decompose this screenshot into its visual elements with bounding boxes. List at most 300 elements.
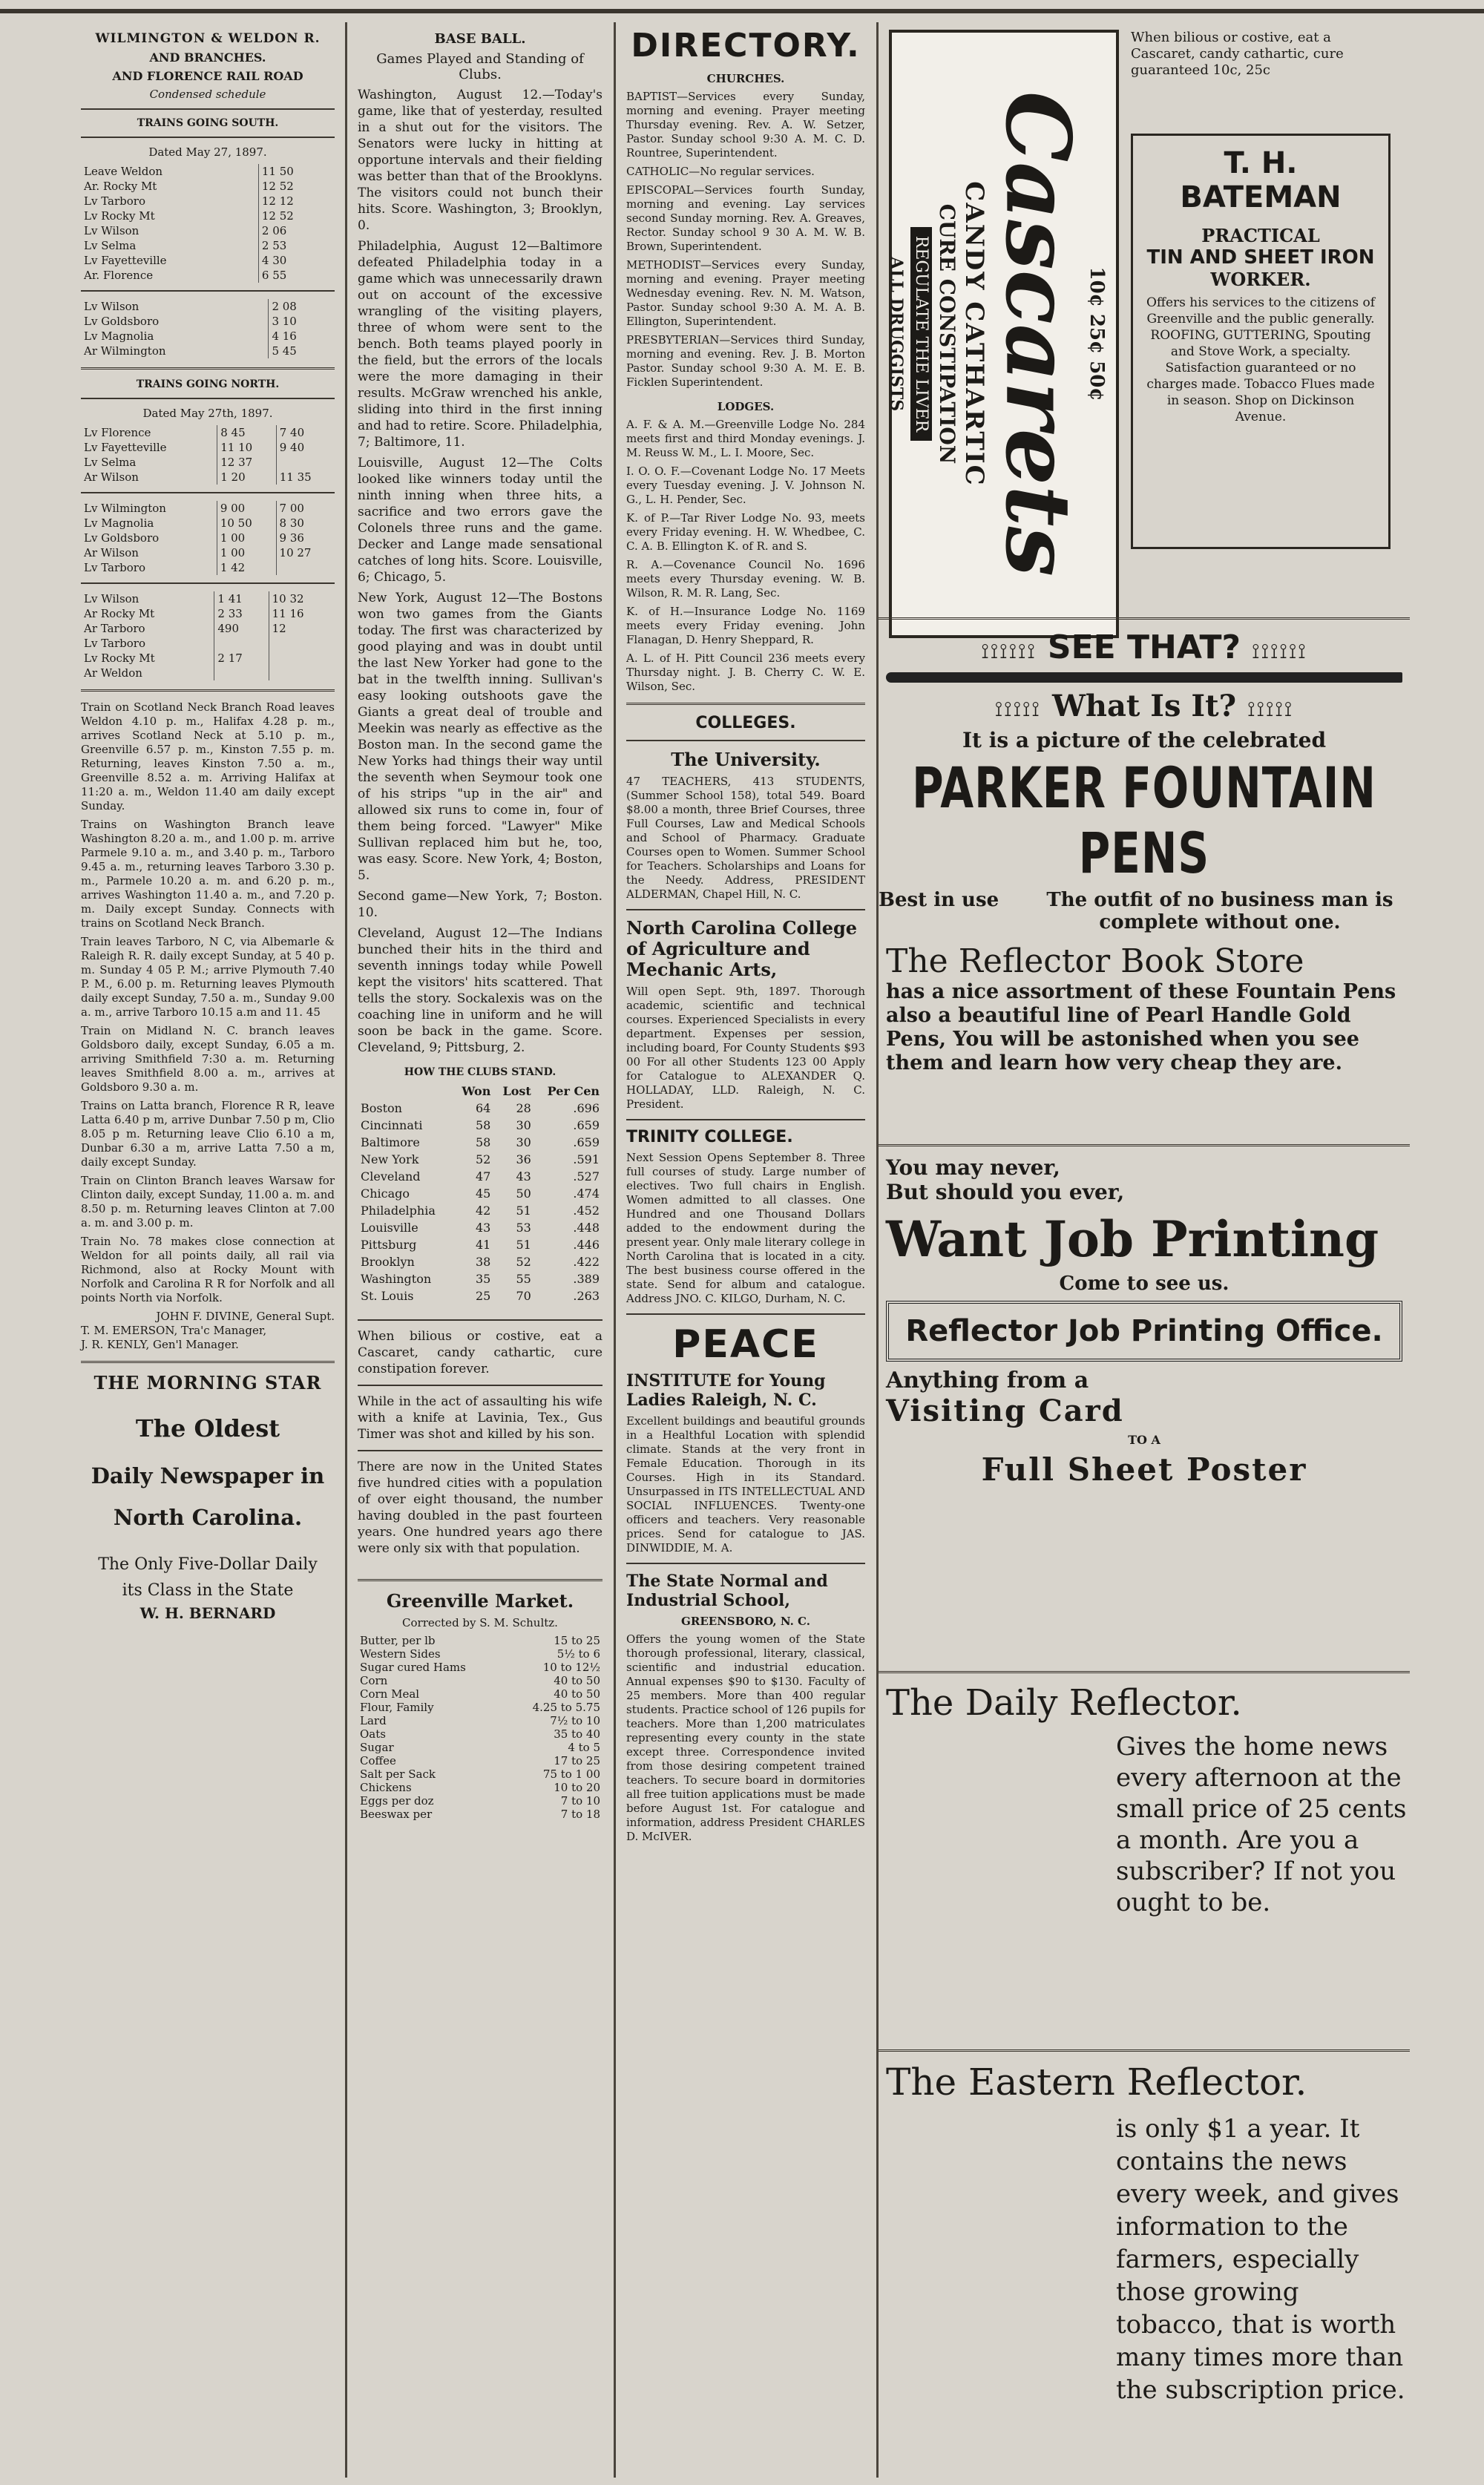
standing-row-cell: 70 bbox=[516, 1289, 531, 1303]
south-row-cell: Lv Magnolia bbox=[84, 329, 154, 343]
south-row-cell: Lv Rocky Mt bbox=[84, 209, 155, 223]
market-row bbox=[358, 1674, 603, 1687]
standing-row-cell: .389 bbox=[573, 1272, 600, 1286]
ads-column bbox=[879, 22, 1410, 2478]
north-row-cell: Lv Magnolia bbox=[84, 516, 154, 530]
cities-note: There are now in the United States five hundred cities with a population of over eight thousand, the number having doubled in the past fourteen years. One hundred years ago there were only six with that population. bbox=[358, 1460, 603, 1556]
north-row-cell: 10 27 bbox=[276, 545, 335, 560]
north-row-cell: 1 20 bbox=[217, 470, 277, 485]
north-row-cell: Ar Wilson bbox=[84, 546, 139, 559]
north-row-cell: 9 00 bbox=[217, 501, 276, 516]
market-row bbox=[358, 1714, 603, 1727]
best-in-use: Best in use bbox=[879, 889, 999, 911]
bateman-trade2: TIN AND SHEET IRON bbox=[1146, 246, 1375, 269]
north-row-cell: 1 42 bbox=[217, 560, 276, 575]
south-row-cell: 2 06 bbox=[258, 223, 335, 238]
normal-place: GREENSBORO, N. C. bbox=[681, 1615, 810, 1628]
university-text: 47 TEACHERS, 413 STUDENTS, (Summer School 158), total 549. Board $8.00 a month, three Brief Courses, three Full Courses, Law and Medical Schools and School of Pharmacy. Graduate Courses open to Women. Summer School for Teachers. Scholarships and Loans for the Needy. Address, PRESIDENT ALDERMAN, Chapel Hill, N. C. bbox=[626, 775, 865, 901]
lodge-entry: A. F. & A. M.—Greenville Lodge No. 284 meets first and third Monday evenings. J. M. Reuss W. M., L. I. Moore, Sec. bbox=[626, 418, 865, 459]
market-row bbox=[358, 1741, 603, 1754]
north-schedule-table-2 bbox=[81, 501, 335, 575]
south-row bbox=[81, 299, 335, 314]
railroad-note: Train leaves Tarboro, N C, via Albemarle & Raleigh R. R. daily except Sunday, at 5 40 p. m. Sunday 4 05 P. M.; arrive Plymouth 7.40 P. M., 6.00 p. m. Returning leaves Plymouth daily except Sunday, 7.50 a. m., Sunday 9.00 a. m., arrive Tarboro 10.15 a.m and 11. 45 bbox=[81, 935, 335, 1019]
standing-row-cell: 52 bbox=[516, 1255, 531, 1269]
baseball-column bbox=[347, 22, 613, 2478]
fountain-pen-illustration bbox=[886, 672, 1402, 683]
north-row-cell: 10 50 bbox=[217, 516, 276, 531]
daily-reflector-text: Gives the home news every afternoon at the small price of 25 cents a month. Are you a subscriber? If not you ought to be. bbox=[1116, 1732, 1407, 1917]
south-row bbox=[81, 344, 335, 358]
morning-star-title: THE MORNING STAR bbox=[93, 1372, 322, 1393]
job-headline: Want Job Printing bbox=[886, 1210, 1379, 1268]
north-row-cell: Ar Wilson bbox=[84, 470, 139, 484]
standing-row-cell: Chicago bbox=[361, 1186, 410, 1201]
standing-row-cell: Pittsburg bbox=[361, 1238, 417, 1252]
standing-row-cell: 43 bbox=[516, 1169, 531, 1184]
market-row-cell: 15 to 25 bbox=[554, 1634, 600, 1647]
south-row-cell: Lv Selma bbox=[84, 239, 137, 252]
market-row-cell: Coffee bbox=[360, 1754, 396, 1767]
eastern-reflector-text: is only $1 a year. It contains the news every week, and gives information to the farmers, especially those growing tobacco, that is worth many times more than the subscription price. bbox=[1116, 2114, 1405, 2405]
market-row-cell: 75 to 1 00 bbox=[542, 1767, 600, 1781]
come-line: Come to see us. bbox=[1059, 1273, 1229, 1295]
north-row bbox=[81, 560, 335, 575]
south-row-cell: 5 45 bbox=[269, 344, 335, 358]
south-row bbox=[81, 329, 335, 344]
standing-row bbox=[358, 1168, 603, 1185]
standing-row-cell: 52 bbox=[475, 1152, 491, 1166]
cascarets-brand: Cascarets bbox=[985, 91, 1090, 577]
south-header: TRAINS GOING SOUTH. bbox=[137, 117, 279, 129]
cascarets-tagline3: REGULATE THE LIVER bbox=[910, 227, 932, 441]
ornament-left: ⟟⟟⟟⟟⟟ bbox=[994, 697, 1041, 721]
market-row bbox=[358, 1687, 603, 1701]
standing-row-cell: 36 bbox=[516, 1152, 531, 1166]
north-row-cell: Lv Wilmington bbox=[84, 502, 166, 515]
standing-row bbox=[358, 1253, 603, 1270]
north-row-cell bbox=[269, 651, 335, 666]
standing-row-cell: 50 bbox=[516, 1186, 531, 1201]
standing-row-cell: 25 bbox=[475, 1289, 491, 1303]
north-row-cell: 1 00 bbox=[217, 545, 276, 560]
standing-row-cell: 28 bbox=[516, 1101, 531, 1115]
standing-header: Won bbox=[462, 1084, 491, 1098]
baseball-paragraph: Philadelphia, August 12—Baltimore defeated Philadelphia today in a game which was unnecessarily drawn out on account of the excessive wrangling of the visiting players, three of whom were sent to the bench. Both teams played poorly in the field, but the errors of the locals were the more damaging in their results. McGraw wrenched his ankle, sliding into third in the first inning and had to retire. Score. Philadelphia, 7; Baltimore, 11. bbox=[358, 239, 603, 450]
standing-row-cell: Cleveland bbox=[361, 1169, 421, 1184]
south-row-cell: Leave Weldon bbox=[84, 165, 163, 178]
north-schedule-table bbox=[81, 425, 335, 485]
baseball-paragraph: New York, August 12—The Bostons won two games from the Giants today. The first was characterized by good playing and was in doubt until the last New Yorker had gone to the bat in the twelfth inning. Sullivan's easy looking outshoots gave the Giants a great deal of trouble and Meekin was nearly as effective as the Boston man. In the second game the New Yorks had things their way until the seventh when Seymour took one of his strips "up in the air" and allowed six runs to come in, four of them being forced. "Lawyer" Mike Sullivan replaced him but he, too, was easy. Score. New York, 4; Boston, 5. bbox=[358, 591, 603, 883]
standing-row bbox=[358, 1185, 603, 1202]
market-row-cell: Sugar bbox=[360, 1741, 394, 1754]
north-row-cell: Lv Wilson bbox=[84, 592, 139, 605]
market-row-cell: 4 to 5 bbox=[568, 1741, 600, 1754]
south-row-cell: 12 12 bbox=[258, 194, 335, 209]
standing-row-cell: Baltimore bbox=[361, 1135, 420, 1149]
standing-row bbox=[358, 1287, 603, 1304]
standing-row-cell: .446 bbox=[573, 1238, 600, 1252]
market-title: Greenville Market. bbox=[386, 1590, 574, 1612]
railroad-subtitle: Condensed schedule bbox=[149, 88, 266, 101]
standing-row-cell: St. Louis bbox=[361, 1289, 414, 1303]
bateman-text: Offers his services to the citizens of Greenville and the public generally. ROOFING, GUTTERING, Spouting and Stove Work, a specialty. Satisfaction guaranteed or no charges made. Tobacco Flues made in season. Shop on Dickinson Avenue. bbox=[1146, 295, 1376, 424]
standing-row-cell: .263 bbox=[573, 1289, 600, 1303]
standing-header: Lost bbox=[502, 1084, 531, 1098]
north-row bbox=[81, 501, 335, 516]
railroad-notes bbox=[81, 700, 335, 1305]
cascarets-rotated bbox=[887, 45, 1108, 623]
cascarets-tagline1: CANDY CATHARTIC bbox=[959, 181, 989, 487]
bateman-trade3: WORKER. bbox=[1210, 269, 1311, 290]
standing-row-cell: New York bbox=[361, 1152, 419, 1166]
north-row-cell: 8 30 bbox=[276, 516, 335, 531]
north-row bbox=[81, 440, 335, 455]
picture-line: It is a picture of the celebrated bbox=[962, 728, 1327, 752]
market-row-cell: Corn bbox=[360, 1674, 388, 1687]
north-row-cell bbox=[214, 666, 269, 680]
north-row-cell: 8 45 bbox=[217, 425, 277, 440]
standing-header bbox=[358, 1083, 453, 1100]
what-is-it: What Is It? bbox=[1051, 689, 1237, 723]
market-row bbox=[358, 1727, 603, 1741]
south-row bbox=[81, 223, 335, 238]
baseball-title: BASE BALL. bbox=[434, 31, 526, 47]
south-row-cell: 2 53 bbox=[258, 238, 335, 253]
railroad-column bbox=[70, 22, 345, 2478]
north-row-cell: Lv Selma bbox=[84, 456, 137, 469]
railroad-note: Train on Midland N. C. branch leaves Goldsboro daily, except Sunday, 6.05 a m. arriving Smithfield 7:30 a. m. Returning leaves Smithfield 8.00 a. m., arrives at Goldsboro 9.30 a. m. bbox=[81, 1024, 335, 1094]
parker-brand: PARKER FOUNTAIN PENS bbox=[912, 755, 1376, 887]
market-row bbox=[358, 1754, 603, 1767]
north-row-cell: 12 bbox=[269, 621, 335, 636]
standing-row-cell: 58 bbox=[475, 1135, 491, 1149]
signoff-kenly: J. R. KENLY, Gen'l Manager. bbox=[81, 1338, 239, 1351]
signoff-emerson: T. M. EMERSON, Tra'c Manager, bbox=[81, 1324, 267, 1337]
market-row bbox=[358, 1781, 603, 1794]
store-text: has a nice assortment of these Fountain Pens also a beautiful line of Pearl Handle Gold Pens, You will be astonished when you see them and learn how very cheap they are. bbox=[886, 980, 1396, 1074]
north-row-cell: Ar Tarboro bbox=[84, 622, 145, 635]
north-row-cell: 7 00 bbox=[276, 501, 335, 516]
market-row bbox=[358, 1661, 603, 1674]
eastern-reflector-title: The Eastern Reflector. bbox=[886, 2061, 1307, 2104]
standing-row bbox=[358, 1270, 603, 1287]
bateman-name: T. H. BATEMAN bbox=[1180, 146, 1342, 214]
lodges-list bbox=[626, 418, 865, 694]
north-row-cell bbox=[269, 666, 335, 680]
standing-row bbox=[358, 1100, 603, 1117]
market-row bbox=[358, 1767, 603, 1781]
railroad-title-1: WILMINGTON & WELDON R. bbox=[95, 31, 321, 46]
cascarets-seller: ALL DRUGGISTS bbox=[887, 256, 906, 412]
bateman-ad bbox=[1131, 134, 1391, 549]
south-row-cell: Lv Goldsboro bbox=[84, 315, 160, 328]
north-row-cell: 12 37 bbox=[217, 455, 277, 470]
eastern-reflector-ad bbox=[879, 2041, 1410, 2406]
standing-row-cell: 51 bbox=[516, 1238, 531, 1252]
market-row bbox=[358, 1634, 603, 1647]
south-row-cell: 2 08 bbox=[269, 299, 335, 314]
morning-star-line6: W. H. BERNARD bbox=[139, 1604, 276, 1622]
south-row bbox=[81, 238, 335, 253]
standing-row bbox=[358, 1236, 603, 1253]
baseball-paragraph: Cleveland, August 12—The Indians bunched their hits in the third and seventh innings today while Powell kept the visitors' hits scattered. That tells the story. Sockalexis was on the coaching line in uniform and he will soon be back in the game. Score. Cleveland, 9; Pittsburg, 2. bbox=[358, 926, 603, 1055]
lodge-entry: A. L. of H. Pitt Council 236 meets every Thursday night. J. B. Cherry C. W. E. Wilson, Sec. bbox=[626, 651, 865, 693]
churches-title: CHURCHES. bbox=[706, 72, 785, 85]
standing-row bbox=[358, 1219, 603, 1236]
baseball-subtitle: Games Played and Standing of Clubs. bbox=[376, 51, 584, 82]
market-row-cell: 35 to 40 bbox=[554, 1727, 600, 1741]
south-row-cell: Ar. Rocky Mt bbox=[84, 180, 157, 193]
market-row-cell: 10 to 20 bbox=[554, 1781, 600, 1794]
north-header: TRAINS GOING NORTH. bbox=[136, 378, 280, 390]
anything-line: Anything from a bbox=[886, 1368, 1089, 1393]
south-row bbox=[81, 314, 335, 329]
south-schedule-table-2 bbox=[81, 299, 335, 358]
north-row-cell: Lv Rocky Mt bbox=[84, 651, 155, 665]
north-row-cell: Lv Tarboro bbox=[84, 561, 145, 574]
south-row-cell: 3 10 bbox=[269, 314, 335, 329]
peace-subtitle: INSTITUTE for Young Ladies Raleigh, N. C. bbox=[626, 1371, 826, 1410]
north-schedule-table-3 bbox=[81, 591, 335, 680]
standing-row-cell: 53 bbox=[516, 1221, 531, 1235]
daily-reflector-title: The Daily Reflector. bbox=[886, 1682, 1242, 1724]
standing-row-cell: .659 bbox=[573, 1118, 600, 1132]
church-entry: EPISCOPAL—Services fourth Sunday, morning and evening. Lay services second Sunday morning. Rev. A. Greaves, Rector. Sunday school 9 30 A. M. W. B. Brown, Superintendent. bbox=[626, 183, 865, 253]
standing-row-cell: 58 bbox=[475, 1118, 491, 1132]
south-dated: Dated May 27, 1897. bbox=[148, 145, 267, 159]
south-row-cell: Lv Wilson bbox=[84, 300, 139, 313]
north-row-cell bbox=[276, 455, 335, 470]
market-row-cell: 4.25 to 5.75 bbox=[532, 1701, 600, 1714]
lodge-entry: K. of H.—Insurance Lodge No. 1169 meets every Friday evening. John Flanagan, D. Henry Sheppard, R. bbox=[626, 605, 865, 646]
market-row-cell: Salt per Sack bbox=[360, 1767, 436, 1781]
north-row-cell: 11 16 bbox=[269, 606, 335, 621]
north-row-cell: 7 40 bbox=[276, 425, 335, 440]
standing-row-cell: .591 bbox=[573, 1152, 600, 1166]
south-row-cell: Lv Fayetteville bbox=[84, 254, 167, 267]
baseball-paragraph: Louisville, August 12—The Colts looked like winners today until the ninth inning when three hits, a sacrifice and two errors gave the Colonels three runs and the game. Decker and Lange made sensational catches of long hits. Score. Louisville, 6; Chicago, 5. bbox=[358, 456, 603, 585]
south-row bbox=[81, 268, 335, 283]
south-row-cell: 4 16 bbox=[269, 329, 335, 344]
daily-reflector-ad bbox=[879, 1662, 1410, 1918]
baseball-paragraph: Second game—New York, 7; Boston. 10. bbox=[358, 889, 603, 920]
standing-row-cell: 41 bbox=[475, 1238, 491, 1252]
standing-row-cell: 38 bbox=[475, 1255, 491, 1269]
north-row-cell bbox=[214, 636, 269, 651]
standing-row-cell: .527 bbox=[573, 1169, 600, 1184]
cascarets-tagline2: CURE CONSTIPATION bbox=[935, 203, 959, 464]
market-row-cell: Oats bbox=[360, 1727, 386, 1741]
north-row-cell: 1 00 bbox=[217, 531, 276, 545]
ornament-left: ⟟⟟⟟⟟⟟⟟ bbox=[981, 639, 1037, 663]
south-row bbox=[81, 253, 335, 268]
market-row-cell: Flour, Family bbox=[360, 1701, 434, 1714]
north-row-cell: 1 41 bbox=[214, 591, 269, 606]
railroad-title-2: AND BRANCHES. bbox=[149, 50, 266, 65]
church-entry: BAPTIST—Services every Sunday, morning and evening. Prayer meeting Thursday evening. Rev. A. W. Setzer, Pastor. Sunday school 9:30 A. M. C. D. Rountree, Superintendent. bbox=[626, 90, 865, 160]
standing-row-cell: 47 bbox=[475, 1169, 491, 1184]
market-row-cell: 5½ to 6 bbox=[556, 1647, 600, 1661]
south-row-cell: 4 30 bbox=[258, 253, 335, 268]
job-printing-ad bbox=[879, 1135, 1410, 1492]
morning-star-line5: its Class in the State bbox=[122, 1581, 294, 1600]
north-row-cell: Ar Weldon bbox=[84, 666, 142, 680]
see-that: SEE THAT? bbox=[1047, 628, 1241, 666]
baseball-paragraph: Washington, August 12.—Today's game, like that of yesterday, resulted in a shut out for the visitors. The Senators were lucky in hitting at opportune intervals and their fielding was better than that of the Brooklyns. The visitors could not bunch their hits. Score. Washington, 3; Brooklyn, 0. bbox=[358, 88, 603, 233]
market-row-cell: 7 to 18 bbox=[560, 1808, 600, 1821]
directory-column bbox=[616, 22, 876, 2478]
store-name: The Reflector Book Store bbox=[886, 942, 1304, 980]
lavinia-note: While in the act of assaulting his wife with a knife at Lavinia, Tex., Gus Timer was shot and killed by his son. bbox=[358, 1394, 603, 1442]
north-row-cell: 9 40 bbox=[276, 440, 335, 455]
south-row bbox=[81, 209, 335, 223]
standing-row-cell: 42 bbox=[475, 1204, 491, 1218]
visiting-card: Visiting Card bbox=[886, 1393, 1124, 1428]
market-row bbox=[358, 1794, 603, 1808]
north-row bbox=[81, 470, 335, 485]
north-row bbox=[81, 636, 335, 651]
market-row bbox=[358, 1647, 603, 1661]
market-row-cell: Chickens bbox=[360, 1781, 412, 1794]
university-title: The University. bbox=[671, 749, 821, 770]
trinity-title: TRINITY COLLEGE. bbox=[626, 1128, 793, 1146]
lodge-entry: I. O. O. F.—Covenant Lodge No. 17 Meets every Tuesday evening. J. V. Johnson N. G., L. H. Pender, Sec. bbox=[626, 464, 865, 506]
north-row bbox=[81, 531, 335, 545]
north-row bbox=[81, 591, 335, 606]
market-row bbox=[358, 1808, 603, 1821]
full-sheet-poster: Full Sheet Poster bbox=[981, 1451, 1307, 1488]
north-row-cell bbox=[276, 560, 335, 575]
standing-row-cell: 51 bbox=[516, 1204, 531, 1218]
normal-text: Offers the young women of the State thorough professional, literary, classical, scientific and industrial education. Annual expenses $90 to $130. Faculty of 25 members. More than 400 regular students. Practice school of 126 pupils for teachers. More than 1,200 matriculates representing every county in the state except three. Correspondence invited from those desiring competent trained teachers. To secure board in dormitories all free tuition applications must be made before August 1st. For catalogue and information, address President CHARLES D. McIVER. bbox=[626, 1632, 865, 1843]
ornament-right: ⟟⟟⟟⟟⟟ bbox=[1247, 697, 1294, 721]
cascaret-note: When bilious or costive, eat a Cascaret, candy cathartic, cure constipation forever. bbox=[358, 1329, 603, 1376]
north-row bbox=[81, 621, 335, 636]
parker-ad bbox=[879, 608, 1410, 1075]
south-row-cell: Ar Wilmington bbox=[84, 344, 166, 358]
standing-row-cell: Boston bbox=[361, 1101, 402, 1115]
market-row-cell: Western Sides bbox=[360, 1647, 441, 1661]
market-row-cell: Sugar cured Hams bbox=[360, 1661, 466, 1674]
standing-row-cell: .448 bbox=[573, 1221, 600, 1235]
market-table bbox=[358, 1634, 603, 1821]
market-row-cell: 40 to 50 bbox=[554, 1687, 600, 1701]
outfit-text: The outfit of no business man is complete without one. bbox=[1046, 889, 1393, 933]
railroad-note: Train No. 78 makes close connection at Weldon for all points daily, all rail via Richmond, also at Rocky Mount with Norfolk and Carolina R R for Norfolk and all points North via Norfolk. bbox=[81, 1235, 335, 1304]
standing-row-cell: .474 bbox=[573, 1186, 600, 1201]
standing-row bbox=[358, 1117, 603, 1134]
north-row bbox=[81, 455, 335, 470]
market-row-cell: 40 to 50 bbox=[554, 1674, 600, 1687]
south-row-cell: Ar. Florence bbox=[84, 269, 154, 282]
market-row-cell: 17 to 25 bbox=[554, 1754, 600, 1767]
signoff-divine: JOHN F. DIVINE, General Supt. bbox=[156, 1310, 335, 1323]
north-row bbox=[81, 516, 335, 531]
standing-title: HOW THE CLUBS STAND. bbox=[404, 1066, 556, 1078]
north-row-cell: Lv Goldsboro bbox=[84, 531, 160, 545]
north-row-cell: 490 bbox=[214, 621, 269, 636]
market-row-cell: 7 to 10 bbox=[560, 1794, 600, 1808]
lodge-entry: K. of P.—Tar River Lodge No. 93, meets every Friday evening. H. W. Whedbee, C. C. A. B. Ellington K. of R. and S. bbox=[626, 511, 865, 553]
standing-row-cell: Cincinnati bbox=[361, 1118, 423, 1132]
north-row bbox=[81, 545, 335, 560]
north-row-cell: Lv Florence bbox=[84, 426, 151, 439]
lead2: But should you ever, bbox=[886, 1180, 1125, 1204]
directory-title: DIRECTORY. bbox=[631, 27, 861, 65]
market-row-cell: 10 to 12½ bbox=[542, 1661, 600, 1674]
north-dated: Dated May 27th, 1897. bbox=[142, 407, 273, 420]
north-row-cell: 2 33 bbox=[214, 606, 269, 621]
lodges-title: LODGES. bbox=[717, 400, 775, 413]
church-entry: METHODIST—Services every Sunday, morning and evening. Prayer meeting Wednesday evening. Rev. N. M. Watson, Pastor. Sunday school 9:30 A. M. A. B. Ellington, Superintendent. bbox=[626, 258, 865, 328]
standings-table bbox=[358, 1083, 603, 1304]
standing-row-cell: 45 bbox=[475, 1186, 491, 1201]
market-subtitle: Corrected by S. M. Schultz. bbox=[402, 1616, 558, 1629]
south-row-cell: 12 52 bbox=[258, 179, 335, 194]
north-row-cell: Lv Tarboro bbox=[84, 637, 145, 650]
south-row bbox=[81, 179, 335, 194]
standing-row-cell: .422 bbox=[573, 1255, 600, 1269]
standing-row-cell: .452 bbox=[573, 1204, 600, 1218]
bateman-trade1: PRACTICAL bbox=[1201, 225, 1320, 246]
south-row bbox=[81, 164, 335, 179]
standing-row-cell: Philadelphia bbox=[361, 1204, 436, 1218]
standing-row-cell: 30 bbox=[516, 1118, 531, 1132]
north-row bbox=[81, 651, 335, 666]
market-row-cell: Corn Meal bbox=[360, 1687, 420, 1701]
top-rule bbox=[0, 9, 1484, 13]
ncstate-title: North Carolina College of Agriculture and Mechanic Arts, bbox=[626, 917, 858, 980]
railroad-title-3: AND FLORENCE RAIL ROAD bbox=[112, 69, 303, 83]
south-row-cell: Lv Wilson bbox=[84, 224, 139, 237]
south-row-cell: 6 55 bbox=[258, 268, 335, 283]
north-row bbox=[81, 666, 335, 680]
colleges-title: COLLEGES. bbox=[695, 714, 796, 732]
job-office-box: Reflector Job Printing Office. bbox=[886, 1301, 1402, 1362]
morning-star-line2: Daily Newspaper in bbox=[91, 1463, 325, 1488]
south-schedule-table bbox=[81, 164, 335, 283]
north-row-cell: 2 17 bbox=[214, 651, 269, 666]
morning-star-line3: North Carolina. bbox=[113, 1505, 303, 1530]
churches-list bbox=[626, 90, 865, 390]
standing-header: Per Cen bbox=[547, 1084, 600, 1098]
church-entry: PRESBYTERIAN—Services third Sunday, morning and evening. Rev. J. B. Morton Pastor. Sunday school 9:30 A. M. E. B. Ficklen Superintendent. bbox=[626, 333, 865, 389]
ornament-right: ⟟⟟⟟⟟⟟⟟ bbox=[1252, 639, 1307, 663]
standing-row bbox=[358, 1151, 603, 1168]
morning-star-line1: The Oldest bbox=[135, 1414, 280, 1442]
north-row-cell: Lv Fayetteville bbox=[84, 441, 167, 454]
trinity-text: Next Session Opens September 8. Three full courses of study. Large number of electives. Two full chairs in English. Women admitted to all classes. One Hundred and one Thousand Dollars added to the endowment during the present year. Only male literary college in North Carolina that is located in a city. The best business course offered in the state. Send for album and catalogue. Address JNO. C. KILGO, Durham, N. C. bbox=[626, 1151, 865, 1305]
railroad-note: Train on Clinton Branch leaves Warsaw for Clinton daily, except Sunday, 11.00 a. m. and 8.50 p. m. Returning leaves Clinton at 7.00 a. m. and 3.00 p. m. bbox=[81, 1174, 335, 1230]
market-row-cell: Beeswax per bbox=[360, 1808, 433, 1821]
standing-row-cell: 43 bbox=[475, 1221, 491, 1235]
standing-row-cell: 30 bbox=[516, 1135, 531, 1149]
church-entry: CATHOLIC—No regular services. bbox=[626, 165, 815, 178]
morning-star-line4: The Only Five-Dollar Daily bbox=[98, 1555, 318, 1574]
north-row-cell: 11 35 bbox=[276, 470, 335, 485]
standing-row-cell: 55 bbox=[516, 1272, 531, 1286]
market-row-cell: Lard bbox=[360, 1714, 387, 1727]
market-row-cell: Eggs per doz bbox=[360, 1794, 434, 1808]
baseball-articles bbox=[358, 87, 603, 1056]
south-row-cell: Lv Tarboro bbox=[84, 194, 145, 208]
standing-row-cell: .659 bbox=[573, 1135, 600, 1149]
standing-row-cell: 35 bbox=[475, 1272, 491, 1286]
standing-row bbox=[358, 1202, 603, 1219]
standing-row-cell: 64 bbox=[475, 1101, 491, 1115]
standing-row-cell: Washington bbox=[361, 1272, 432, 1286]
south-row-cell: 12 52 bbox=[258, 209, 335, 223]
